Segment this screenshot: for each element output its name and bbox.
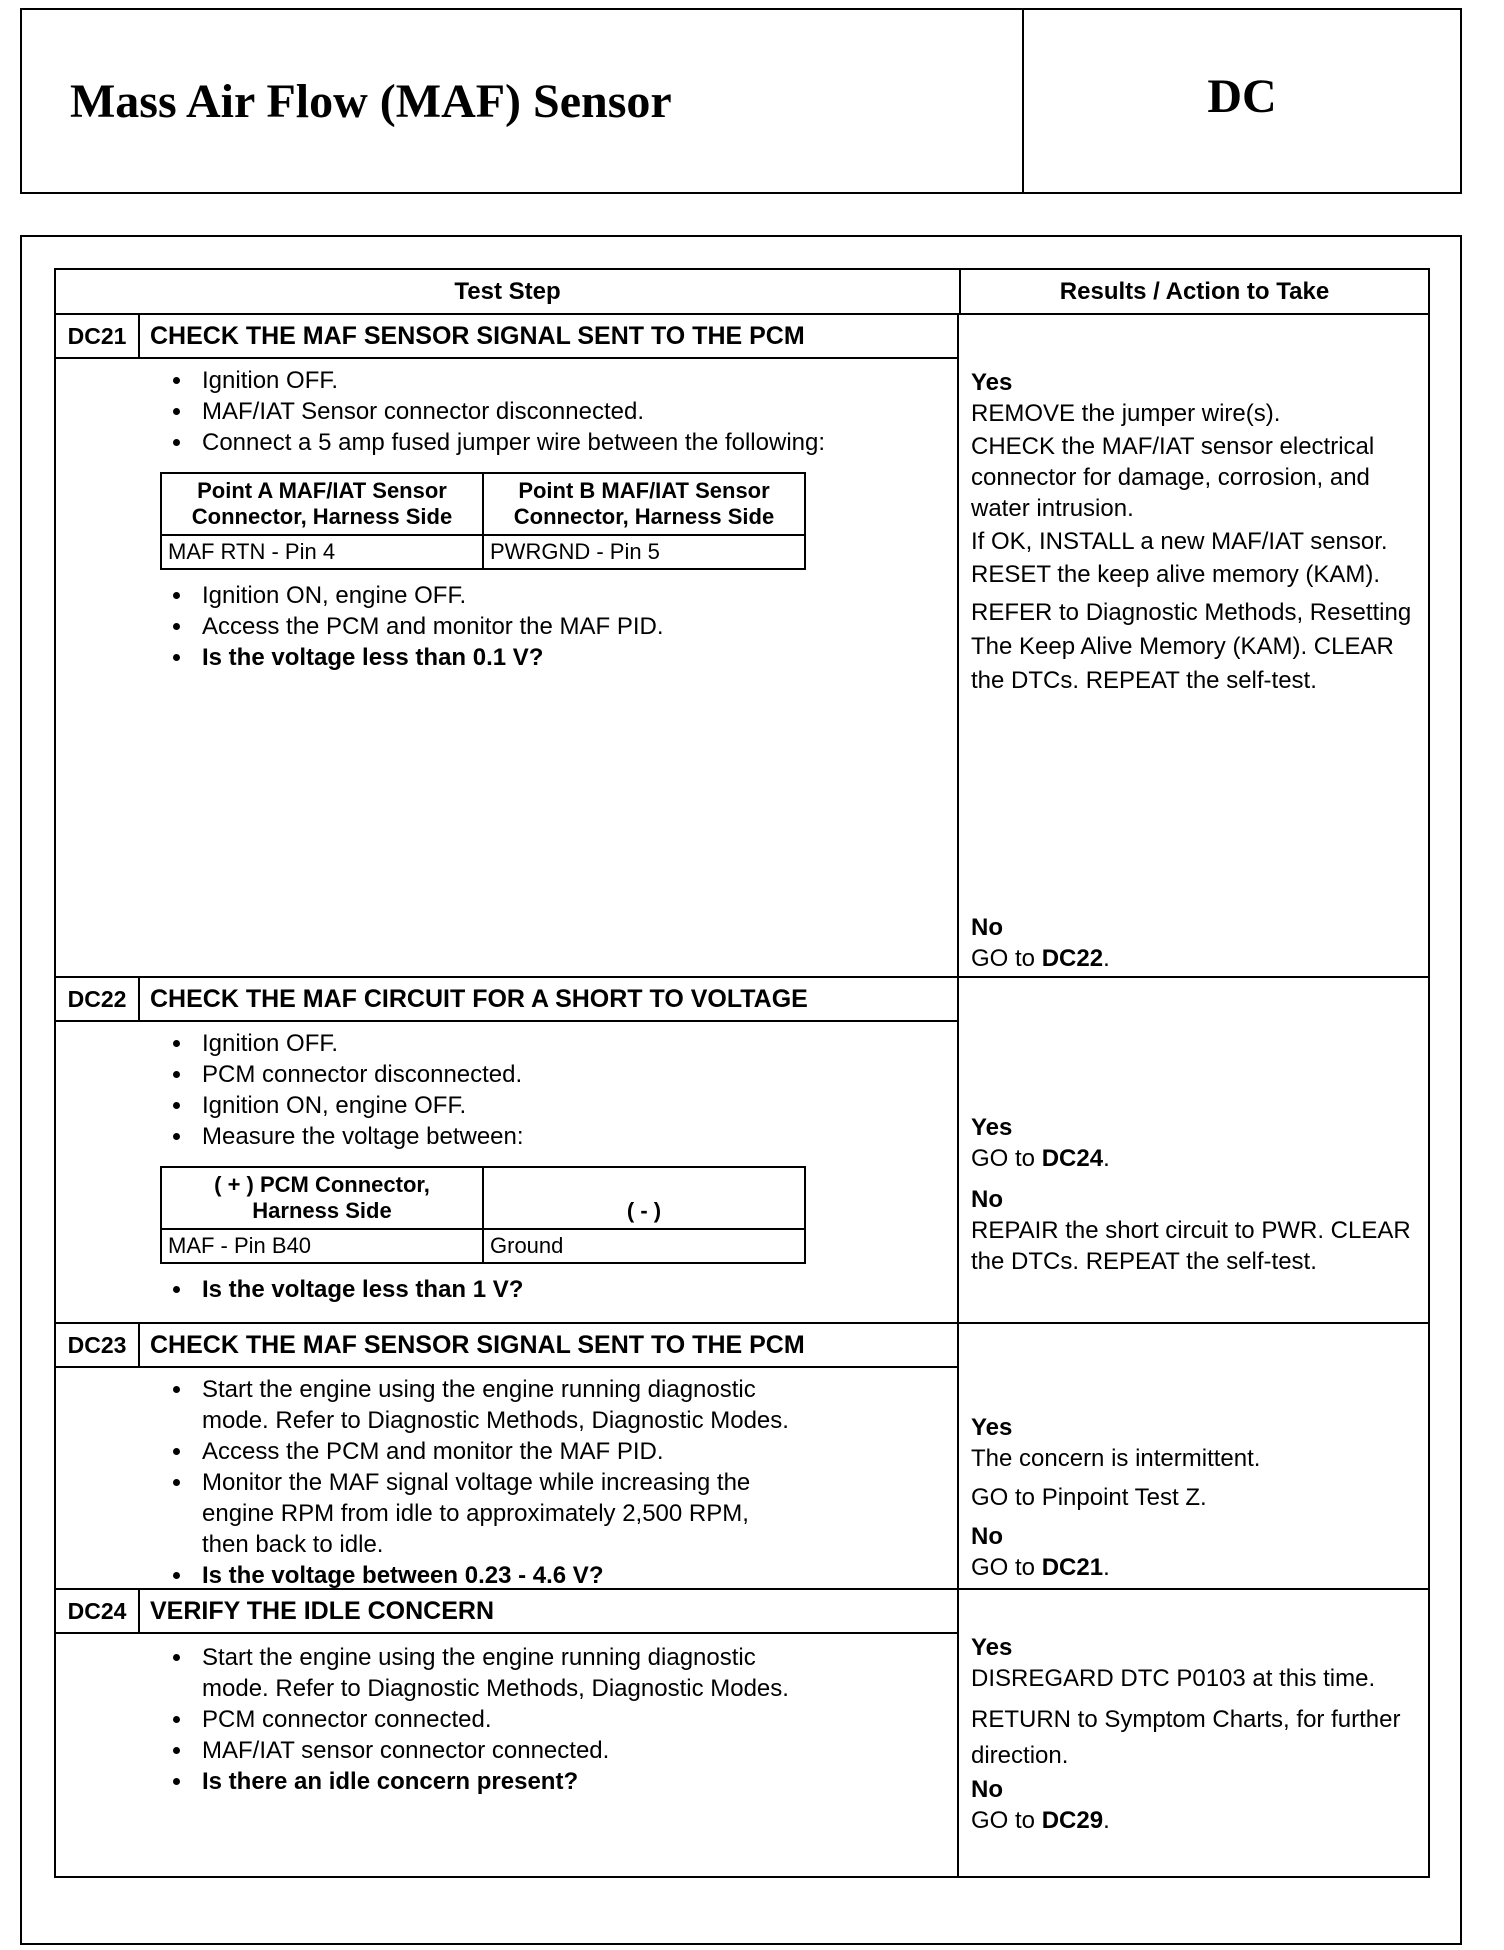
test-step-header: Test Step [56, 270, 961, 313]
list-item: • Start the engine using the engine running diagnostic mode. Refer to Diagnostic Methods, Diagnostic Modes. [194, 1642, 797, 1704]
table-cell: Ground [483, 1229, 805, 1263]
result-line: CHECK the MAF/IAT sensor electrical connector for damage, corrosion, and water intrusion. [971, 433, 1375, 522]
yes-label: Yes [971, 1114, 1013, 1141]
step-title: CHECK THE MAF SENSOR SIGNAL SENT TO THE PCM [150, 321, 805, 350]
connector-table [160, 1166, 806, 1264]
list-item: • Ignition ON, engine OFF. [194, 1090, 957, 1121]
step-dc22-results [959, 978, 1428, 1322]
step-dc24 [54, 1588, 1430, 1878]
page-header [20, 8, 1462, 194]
no-result [971, 943, 1416, 974]
result-line: REFER to Diagnostic Methods, Resetting The Keep Alive Memory (KAM). CLEAR the DTCs. REPEAT the self-test. [971, 599, 1412, 694]
list-item: • Access the PCM and monitor the MAF PID. [194, 1436, 797, 1467]
step-dc23 [54, 1322, 1430, 1588]
list-item: • Start the engine using the engine running diagnostic mode. Refer to Diagnostic Methods, Diagnostic Modes. [194, 1374, 797, 1436]
result-line: RETURN to Symptom Charts, for further direction. [971, 1706, 1401, 1769]
step-link-dc29[interactable]: DC29 [1041, 1807, 1104, 1834]
result-line: GO to Pinpoint Test Z. [971, 1484, 1207, 1511]
no-label: No [971, 1523, 1003, 1550]
step-dc23-title-row [56, 1324, 957, 1368]
result-line: The concern is intermittent. [971, 1445, 1261, 1472]
step-link-dc22[interactable]: DC22 [1041, 945, 1104, 972]
step-title: CHECK THE MAF CIRCUIT FOR A SHORT TO VOLTAGE [150, 984, 808, 1013]
table-cell: MAF - Pin B40 [161, 1229, 483, 1263]
list-item: • Measure the voltage between: [194, 1121, 957, 1152]
list-item: • PCM connector disconnected. [194, 1059, 957, 1090]
step-bullets [56, 1642, 957, 1797]
list-item: • MAF/IAT Sensor connector disconnected. [194, 396, 957, 427]
step-id: DC23 [56, 1324, 140, 1366]
step-question: • Is the voltage less than 0.1 V? [194, 642, 957, 673]
step-link-dc24[interactable]: DC24 [1041, 1145, 1104, 1172]
no-label: No [971, 914, 1003, 941]
step-dc23-results [959, 1324, 1428, 1588]
result-line: If OK, INSTALL a new MAF/IAT sensor. [971, 528, 1388, 555]
step-bullets [56, 1374, 957, 1591]
no-label: No [971, 1776, 1003, 1803]
connector-table [160, 472, 806, 570]
section-code: DC [1207, 69, 1277, 123]
step-id: DC21 [56, 315, 140, 357]
list-item: • Ignition OFF. [194, 1028, 957, 1059]
step-question: • Is the voltage between 0.23 - 4.6 V? [194, 1560, 797, 1591]
step-dc22-title-row [56, 978, 957, 1022]
result-prefix: GO to [971, 945, 1036, 972]
step-dc24-title-row [56, 1590, 957, 1634]
table-header-cell: ( - ) [483, 1167, 805, 1229]
yes-label: Yes [971, 1414, 1013, 1441]
results-header: Results / Action to Take [1059, 277, 1330, 305]
table-header-cell: ( + ) PCM Connector, Harness Side [161, 1167, 483, 1229]
step-id: DC22 [56, 978, 140, 1020]
no-result [971, 1552, 1416, 1583]
step-dc22 [54, 976, 1430, 1322]
yes-result [971, 1143, 1416, 1174]
step-bullets [56, 580, 957, 673]
table-cell: MAF RTN - Pin 4 [161, 535, 483, 569]
table-header-cell: Point A MAF/IAT Sensor Connector, Harness Side [161, 473, 483, 535]
step-dc21 [54, 313, 1430, 976]
step-bullets [56, 1274, 957, 1305]
list-item: • Connect a 5 amp fused jumper wire between the following: [194, 427, 957, 458]
list-item: • Access the PCM and monitor the MAF PID. [194, 611, 957, 642]
yes-label: Yes [971, 369, 1013, 396]
step-question: • Is the voltage less than 1 V? [194, 1274, 957, 1305]
result-prefix: GO to [971, 1807, 1036, 1834]
diagnostic-table [54, 268, 1430, 1878]
step-dc24-results [959, 1590, 1428, 1876]
table-cell: PWRGND - Pin 5 [483, 535, 805, 569]
step-dc21-title-row [56, 315, 957, 359]
step-link-dc21[interactable]: DC21 [1041, 1554, 1104, 1581]
step-dc22-test [56, 978, 959, 1322]
yes-label: Yes [971, 1634, 1013, 1661]
list-item: • Ignition ON, engine OFF. [194, 580, 957, 611]
no-result [971, 1805, 1416, 1836]
result-suffix: . [1103, 1554, 1110, 1581]
list-item: • MAF/IAT sensor connector connected. [194, 1735, 797, 1766]
list-item: • Ignition OFF. [194, 365, 957, 396]
page-title: Mass Air Flow (MAF) Sensor [22, 10, 1024, 192]
list-item: • PCM connector connected. [194, 1704, 797, 1735]
no-label: No [971, 1186, 1003, 1213]
step-question: • Is there an idle concern present? [194, 1766, 797, 1797]
step-dc23-test [56, 1324, 959, 1588]
result-line: RESET the keep alive memory (KAM). [971, 561, 1381, 588]
result-line: DISREGARD DTC P0103 at this time. [971, 1665, 1376, 1692]
result-line: REPAIR the short circuit to PWR. CLEAR the DTCs. REPEAT the self-test. [971, 1217, 1411, 1275]
list-item: • Monitor the MAF signal voltage while increasing the engine RPM from idle to approximately 2,500 RPM, then back to idle. [194, 1467, 797, 1560]
result-prefix: GO to [971, 1145, 1036, 1172]
step-bullets [56, 1028, 957, 1152]
result-prefix: GO to [971, 1554, 1036, 1581]
result-suffix: . [1103, 945, 1110, 972]
step-id: DC24 [56, 1590, 140, 1632]
result-line: REMOVE the jumper wire(s). [971, 400, 1281, 427]
result-suffix: . [1103, 1807, 1110, 1834]
step-bullets [56, 365, 957, 458]
table-header-cell: Point B MAF/IAT Sensor Connector, Harness Side [483, 473, 805, 535]
step-title: VERIFY THE IDLE CONCERN [150, 1596, 495, 1625]
step-dc21-results [959, 315, 1428, 976]
step-dc24-test [56, 1590, 959, 1876]
result-suffix: . [1103, 1145, 1110, 1172]
table-header-row [54, 268, 1430, 313]
step-dc21-test [56, 315, 959, 976]
step-title: CHECK THE MAF SENSOR SIGNAL SENT TO THE PCM [150, 1330, 805, 1359]
